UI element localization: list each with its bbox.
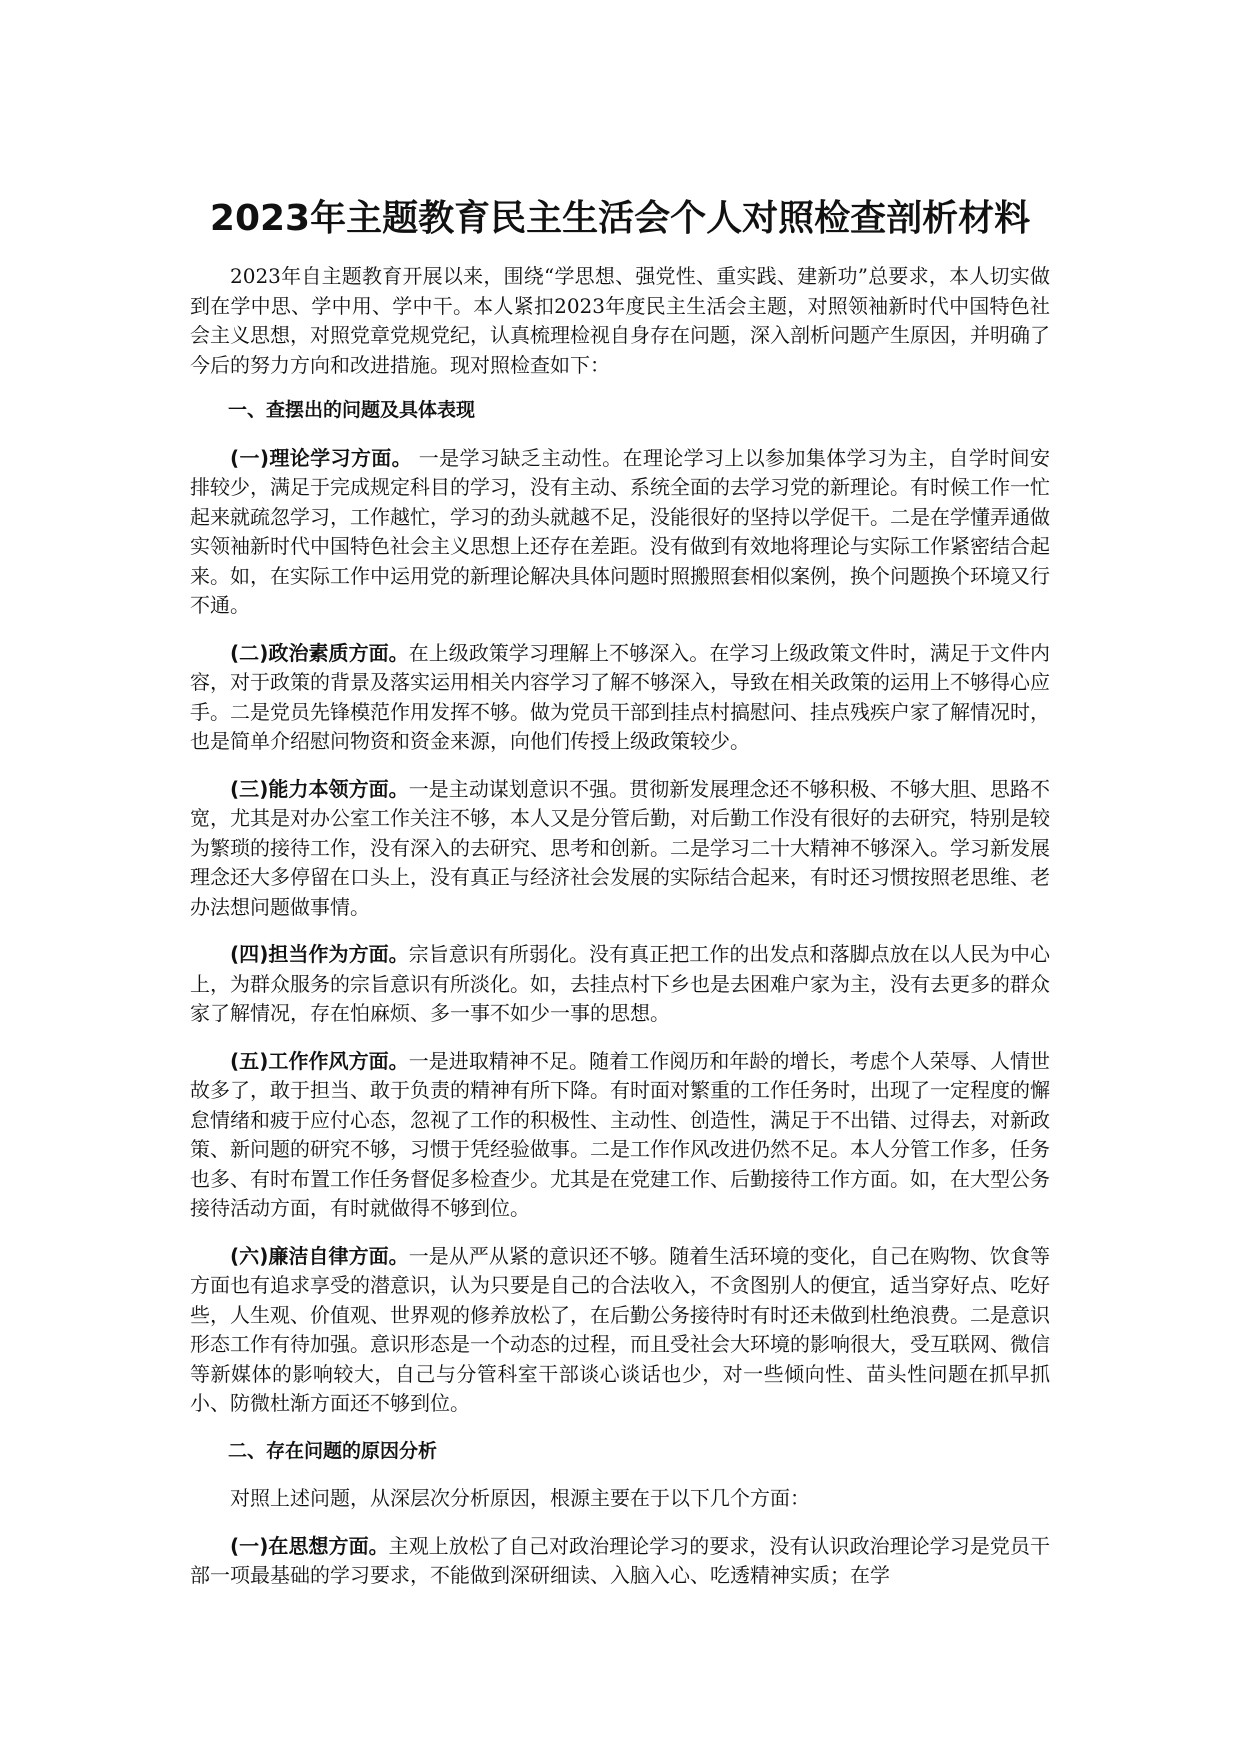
paragraph-text: 在上级政策学习理解上不够深入。在学习上级政策文件时，满足于文件内容，对于政策的背景及落实运用相关内容学习了解不够深入，导致在相关政策的运用上不够得心应手。二是党员先锋模范作用发挥不够。做为党员干部到挂点村搞慰问、挂点残疾户家了解情况时，也是简单介绍慰问物资和资金来源，向他们传授上级政策较少。: [190, 640, 1051, 753]
document-body: [190, 262, 1050, 1609]
problem-paragraph-ability: [190, 775, 1050, 923]
section-heading-problems: 一、查摆出的问题及具体表现: [228, 399, 476, 421]
problem-paragraph-work-style: [190, 1047, 1050, 1224]
causes-intro-paragraph: 对照上述问题，从深层次分析原因，根源主要在于以下几个方面：: [230, 1486, 810, 1510]
paragraph-text: 宗旨意识有所弱化。没有真正把工作的出发点和落脚点放在以人民为中心上，为群众服务的宗旨意识有所淡化。如，去挂点村下乡也是去困难户家为主，没有去更多的群众家了解情况，存在怕麻烦、多一事不如少一事的思想。: [190, 942, 1051, 1025]
problem-paragraph-theory: [190, 444, 1050, 621]
paragraph-lead: (六)廉洁自律方面。: [230, 1243, 409, 1268]
paragraph-lead: (五)工作作风方面。: [230, 1048, 409, 1073]
document-title: 2023年主题教育民主生活会个人对照检查剖析材料: [209, 198, 1031, 239]
paragraph-lead: (一)理论学习方面。: [230, 445, 413, 470]
paragraph-text: 一是进取精神不足。随着工作阅历和年龄的增长，考虑个人荣辱、人情世故多了，敢于担当、敢于负责的精神有所下降。有时面对繁重的工作任务时，出现了一定程度的懈怠情绪和疲于应付心态，忽视了工作的积极性、主动性、创造性，满足于不出错、过得去，对新政策、新问题的研究不够，习惯于凭经验做事。二是工作作风改进仍然不足。本人分管工作多，任务也多、有时布置工作任务督促多检查少。尤其是在党建工作、后勤接待工作方面。如，在大型公务接待活动方面，有时就做得不够到位。: [190, 1048, 1051, 1220]
intro-paragraph: 2023年自主题教育开展以来，围绕“学思想、强党性、重实践、建新功”总要求，本人切实做到在学中思、学中用、学中干。本人紧扣2023年度民主生活会主题，对照领袖新时代中国特色社会主义思想，对照党章党规党纪，认真梳理检视自身存在问题，深入剖析问题产生原因，并明确了今后的努力方向和改进措施。现对照检查如下：: [190, 264, 1050, 377]
problem-paragraph-politics: [190, 639, 1050, 757]
cause-paragraph-thought: [190, 1532, 1050, 1591]
paragraph-text: 主观上放松了自己对政治理论学习的要求，没有认识政治理论学习是党员干部一项最基础的学习要求，不能做到深研细读、入脑入心、吃透精神实质；在学: [190, 1533, 1051, 1587]
paragraph-lead: (四)担当作为方面。: [230, 942, 409, 966]
paragraph-lead: (三)能力本领方面。: [230, 776, 409, 801]
paragraph-text: 一是学习缺乏主动性。在理论学习上以参加集体学习为主，自学时间安排较少，满足于完成规定科目的学习，没有主动、系统全面的去学习党的新理论。有时候工作一忙起来就疏忽学习，工作越忙，学习的劲头就越不足，没能很好的坚持以学促干。二是在学懂弄通做实领袖新时代中国特色社会主义思想上还存在差距。没有做到有效地将理论与实际工作紧密结合起来。如，在实际工作中运用党的新理论解决具体问题时照搬照套相似案例，换个问题换个环境又行不通。: [190, 445, 1051, 617]
paragraph-text: 一是从严从紧的意识还不够。随着生活环境的变化，自己在购物、饮食等方面也有追求享受的潜意识，认为只要是自己的合法收入，不贪图别人的便宜，适当穿好点、吃好些，人生观、价值观、世界观的修养放松了，在后勤公务接待时有时还未做到杜绝浪费。二是意识形态工作有待加强。意识形态是一个动态的过程，而且受社会大环境的影响很大，受互联网、微信等新媒体的影响较大，自己与分管科室干部谈心谈话也少，对一些倾向性、苗头性问题在抓早抓小、防微杜渐方面还不够到位。: [190, 1243, 1051, 1415]
problem-paragraph-responsibility: [190, 940, 1050, 1029]
paragraph-lead: (一)在思想方面。: [230, 1533, 389, 1558]
section-heading-causes: 二、存在问题的原因分析: [228, 1439, 438, 1462]
paragraph-text: 一是主动谋划意识不强。贯彻新发展理念还不够积极、不够大胆、思路不宽，尤其是对办公室工作关注不够，本人又是分管后勤，对后勤工作没有很好的去研究，特别是较为繁琐的接待工作，没有深入的去研究、思考和创新。二是学习二十大精神不够深入。学习新发展理念还大多停留在口头上，没有真正与经济社会发展的实际结合起来，有时还习惯按照老思维、老办法想问题做事情。: [190, 776, 1051, 919]
paragraph-lead: (二)政治素质方面。: [230, 640, 409, 665]
problem-paragraph-integrity: [190, 1242, 1050, 1419]
